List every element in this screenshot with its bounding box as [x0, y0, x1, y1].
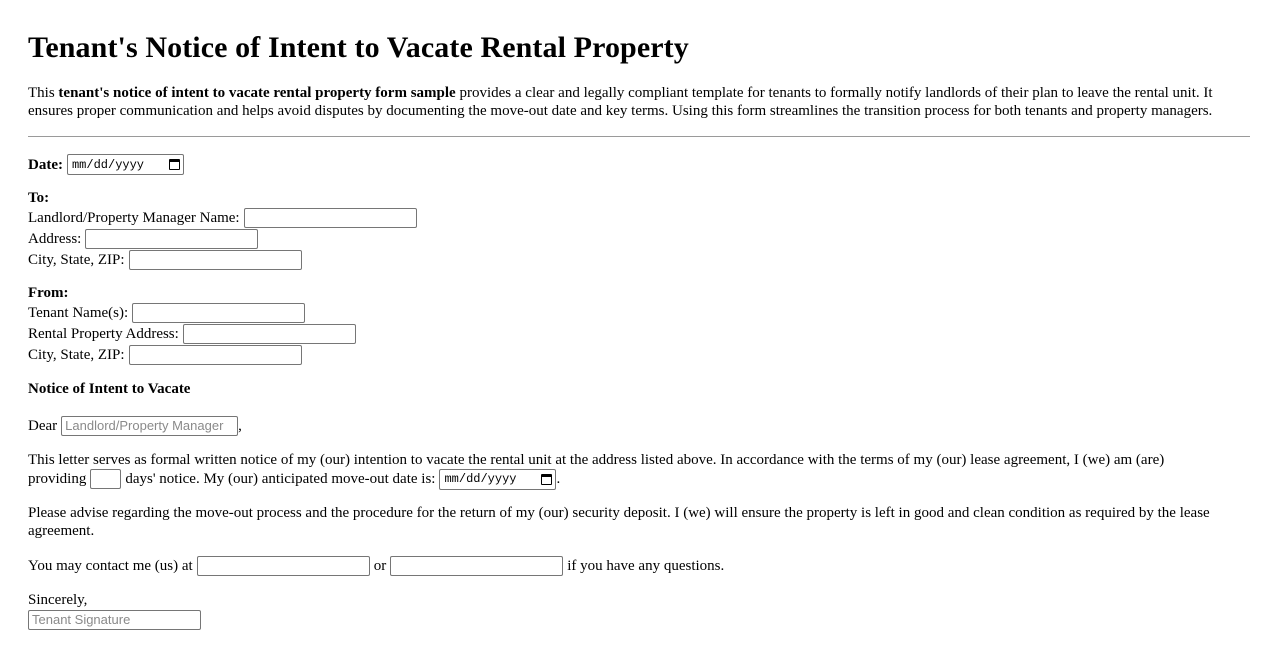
address-row: [28, 228, 1250, 249]
move-out-date-placeholder: mm/dd/yyyy: [444, 472, 517, 486]
notice-end: .: [556, 471, 561, 487]
tenant-label: Tenant Name(s):: [28, 304, 129, 321]
to-section: [28, 189, 1250, 270]
days-notice-text: days' notice. My (our) anticipated move-out date is:: [125, 471, 436, 487]
salutation-placeholder: Landlord/Property Manager: [65, 417, 224, 433]
divider: [28, 136, 1250, 137]
salutation-input[interactable]: [61, 416, 238, 436]
notice-paragraph: [28, 451, 1250, 489]
tenant-row: [28, 302, 1250, 323]
signature-row: [28, 610, 1250, 630]
intro-paragraph: [28, 84, 1250, 120]
from-city-row: [28, 344, 1250, 365]
signature-input[interactable]: [28, 610, 201, 630]
providing-text: providing: [28, 471, 87, 487]
rental-label: Rental Property Address:: [28, 325, 179, 342]
deposit-paragraph: Please advise regarding the move-out process and the procedure for the return of my (our) security deposit. I (we) will ensure the property is left in good and clean condition as required by the lease agreement.: [28, 505, 1210, 539]
rental-row: [28, 323, 1250, 344]
contact-input-2[interactable]: [390, 556, 563, 576]
notice-heading: Notice of Intent to Vacate: [28, 381, 191, 397]
to-city-label: City, State, ZIP:: [28, 251, 125, 268]
contact-or: or: [373, 557, 387, 574]
date-row: [28, 154, 1250, 175]
intro-suffix: provides a clear and legally compliant template for tenants to formally notify landlords of their plan to leave the rental unit. It ensures proper communication and helps avoid disputes by documenting the move-out date and key terms. Using this form streamlines the transition process for both tenants and property managers.: [28, 85, 1213, 119]
tenant-city-input[interactable]: [129, 345, 302, 365]
landlord-city-input[interactable]: [129, 250, 302, 270]
date-placeholder: mm/dd/yyyy: [71, 157, 144, 172]
landlord-row: [28, 207, 1250, 228]
landlord-label: Landlord/Property Manager Name:: [28, 209, 240, 226]
intro-bold: tenant's notice of intent to vacate rental property form sample: [58, 85, 456, 101]
to-city-row: [28, 249, 1250, 270]
calendar-icon[interactable]: [541, 474, 552, 485]
date-label: Date:: [28, 156, 63, 173]
intro-prefix: This: [28, 85, 59, 101]
calendar-icon[interactable]: [169, 159, 180, 170]
from-city-label: City, State, ZIP:: [28, 346, 125, 363]
landlord-address-input[interactable]: [85, 229, 258, 249]
tenant-name-input[interactable]: [132, 303, 305, 323]
salutation-row: [28, 415, 1250, 436]
from-heading: From:: [28, 285, 69, 301]
notice-days-input[interactable]: [90, 469, 121, 489]
contact-row: [28, 555, 1250, 576]
rental-address-input[interactable]: [183, 324, 356, 344]
closing: Sincerely,: [28, 592, 88, 608]
contact-prefix: You may contact me (us) at: [28, 557, 193, 574]
landlord-name-input[interactable]: [244, 208, 417, 228]
from-section: [28, 284, 1250, 365]
salutation-prefix: Dear: [28, 417, 58, 434]
notice-second-line: [28, 469, 1250, 489]
notice-text: This letter serves as formal written notice of my (our) intention to vacate the rental unit at the address listed above. In accordance with the terms of my (our) lease agreement, I (we) am (are): [28, 452, 1165, 468]
contact-suffix: if you have any questions.: [567, 557, 725, 574]
page-title: Tenant's Notice of Intent to Vacate Rental Property: [28, 31, 689, 64]
signature-placeholder: Tenant Signature: [32, 612, 131, 627]
contact-input-1[interactable]: [197, 556, 370, 576]
salutation-suffix: ,: [238, 417, 242, 434]
date-input[interactable]: [67, 154, 184, 175]
move-out-date-input[interactable]: [439, 469, 556, 490]
address-label: Address:: [28, 230, 82, 247]
to-heading: To:: [28, 190, 50, 206]
